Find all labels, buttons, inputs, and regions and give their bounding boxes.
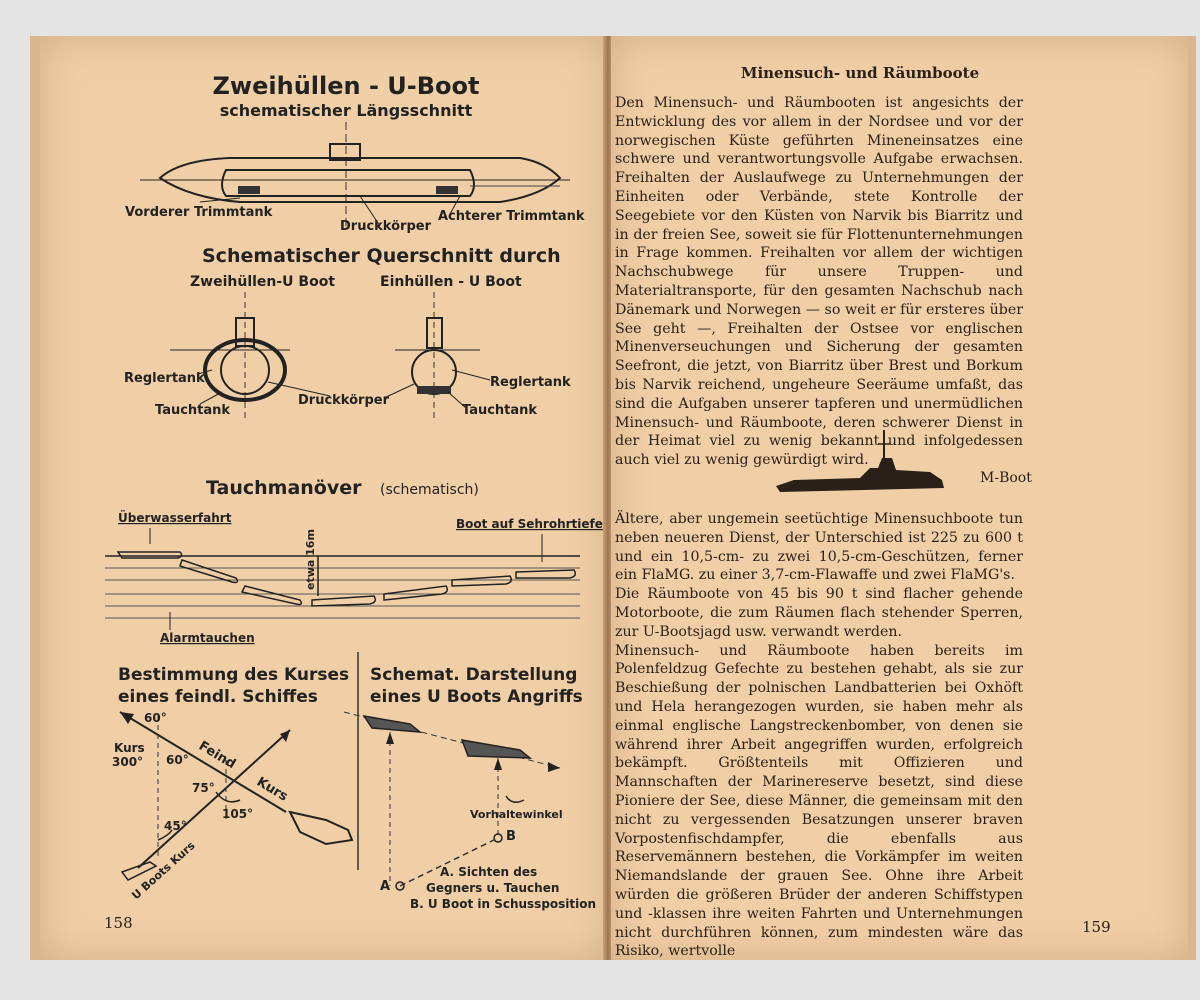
fig1-label-0: Vorderer Trimmtank	[125, 205, 273, 220]
fig1-subtitle: schematischer Längsschnitt	[219, 101, 473, 120]
fig4-label-2: 300°	[112, 755, 144, 769]
fig5-title-line1: Schemat. Darstellung	[370, 665, 578, 685]
fig4-label-1: Kurs	[114, 741, 145, 755]
fig4-title-line1: Bestimmung des Kurses	[118, 665, 350, 685]
fig2-label-1: Tauchtank	[155, 403, 231, 418]
course-determination-diagram	[112, 665, 352, 902]
fig4-label-6: Kurs	[253, 774, 291, 805]
fig4-title-line2: eines feindl. Schiffes	[118, 687, 318, 707]
fig3-label-2: etwa 16m	[304, 529, 317, 590]
attack-diagram	[344, 652, 596, 911]
right-paragraph-2: Ältere, aber ungemein seetüchtige Minensuchboote tun neben neueren Dienst, der Unterschied ist 225 zu 600 t und ein 10,5-cm- zu zwei 10,5-cm-Geschützen, ferner ein FlaMG. zu einer 3,7-cm-Flawaffe und zwei FlaMG's.	[615, 511, 1023, 584]
cross-section-diagram	[124, 245, 571, 420]
fig1-label-2: Achterer Trimmtank	[438, 209, 585, 224]
fig4-label-9: U Boots Kurs	[129, 839, 198, 903]
fig3-label-3: Alarmtauchen	[160, 631, 255, 645]
left-page-number: 158	[104, 914, 133, 932]
fig1-title: Zweihüllen - U-Boot	[212, 72, 480, 100]
fig5-label-5: B. U Boot in Schussposition	[410, 897, 597, 911]
fig2-label-2: Druckkörper	[298, 393, 389, 408]
fig5-label-0: Vorhaltewinkel	[470, 808, 563, 821]
diving-maneuver-diagram	[105, 477, 603, 645]
right-text-block-2	[615, 510, 1023, 961]
longitudinal-section-diagram	[125, 72, 585, 234]
right-paragraph-3: Die Räumboote von 45 bis 90 t sind flacher gehende Motorboote, die zum Räumen flach stehender Sperren, zur U-Bootsjagd usw. verwandt werden.	[615, 586, 1023, 640]
fig3-title: Tauchmanöver	[206, 477, 362, 499]
right-paragraph-1: Den Minensuch- und Räumbooten ist angesichts der Entwicklung des vor allem in der Nordsee und vor der norwegischen Küste geführten Mineneinsatzes eine schwere und verantwortungsvolle Aufgabe erwachsen. Freihalten der Auslaufwege zu Unternehmungen der Einheiten oder Verbände, stete Kontrolle der Seegebiete vor den Küsten von Narvik bis Biarritz und in der freien See, soweit sie für Flottenunternehmungen in Frage kommen. Freihalten vor allem der wichtigen Nachschubwege für unsere Truppen- und Materialtransporte, für den gesamten Nachschub nach Dänemark und Norwegen — so weit er für ersteres über See geht —, Freihalten der Ostsee vor englischen Minenverseuchungen und Sicherung der gesamten Seefront, die jetzt, von Biarritz über Brest und Borkum bis Narvik reichend, ungeheure Seeräume umfaßt, das sind die Aufgaben unserer tapferen und unermüdlichen Minensuch- und Räumboote, deren schwerer Dienst in der Heimat viel zu wenig bekannt und infolgedessen auch viel zu wenig gewürdigt wird.	[615, 95, 1023, 469]
right-page-title: Minensuch- und Räumboote	[740, 64, 980, 82]
right-paragraph-4: Minensuch- und Räumboote haben bereits im Polenfeldzug Gefechte zu bestehen gehabt, als sie zur Beschießung der polnischen Landbatterien bei Oxhöft und Hela herangezogen wurden, sie haben mehr als einmal englische Langstreckenbomber, von denen sie während ihrer Arbeit angegriffen wurden, erfolgreich bekämpft. Größtenteils mit Offizieren und Mannschaften der Marinereserve besetzt, sind diese Pioniere der See, diese Männer, die gemeinsam mit den nicht zu vergessenden Besatzungen unserer braven Vorpostenfischdampfer, die ebenfalls aus Reservemännern bestehen, die Vorkämpfer im weiten Niemandslande der grauen See. Ohne ihre Arbeit würden die größeren Brüder der anderen Schiffstypen und -klassen ihre weiten Fahrten und Unternehmungen nicht durchführen können, zum mindesten wäre das Risiko, wertvolle	[615, 642, 1023, 960]
fig5-title-line2: eines U Boots Angriffs	[370, 687, 583, 707]
fig4-label-0: 60°	[144, 711, 167, 725]
m-boot-caption: M-Boot	[980, 470, 1032, 486]
fig4-label-4: Feind	[195, 738, 239, 773]
fig3-title-note: (schematisch)	[380, 482, 479, 498]
fig5-label-1: B	[506, 829, 516, 844]
fig2-label-3: Reglertank	[490, 375, 571, 390]
fig2-title: Schematischer Querschnitt durch	[202, 245, 561, 267]
fig5-label-3: Gegners u. Tauchen	[426, 881, 560, 895]
fig5-label-2: A. Sichten des	[440, 865, 538, 879]
fig2-left-heading: Zweihüllen-U Boot	[190, 274, 336, 290]
fig3-label-0: Überwasserfahrt	[118, 511, 232, 525]
fig2-right-heading: Einhüllen - U Boot	[380, 274, 522, 290]
fig5-label-4: A	[380, 879, 391, 894]
fig4-label-8: 45°	[164, 819, 187, 833]
fig4-label-7: 105°	[222, 807, 254, 821]
fig4-label-3: 60°	[166, 753, 189, 767]
fig3-label-1: Boot auf Sehrohrtiefe	[456, 517, 603, 531]
fig2-label-4: Tauchtank	[462, 403, 538, 418]
fig1-label-1: Druckkörper	[340, 219, 431, 234]
fig2-label-0: Reglertank	[124, 371, 205, 386]
fig4-label-5: 75°	[192, 781, 215, 795]
right-page-number: 159	[1082, 918, 1111, 936]
